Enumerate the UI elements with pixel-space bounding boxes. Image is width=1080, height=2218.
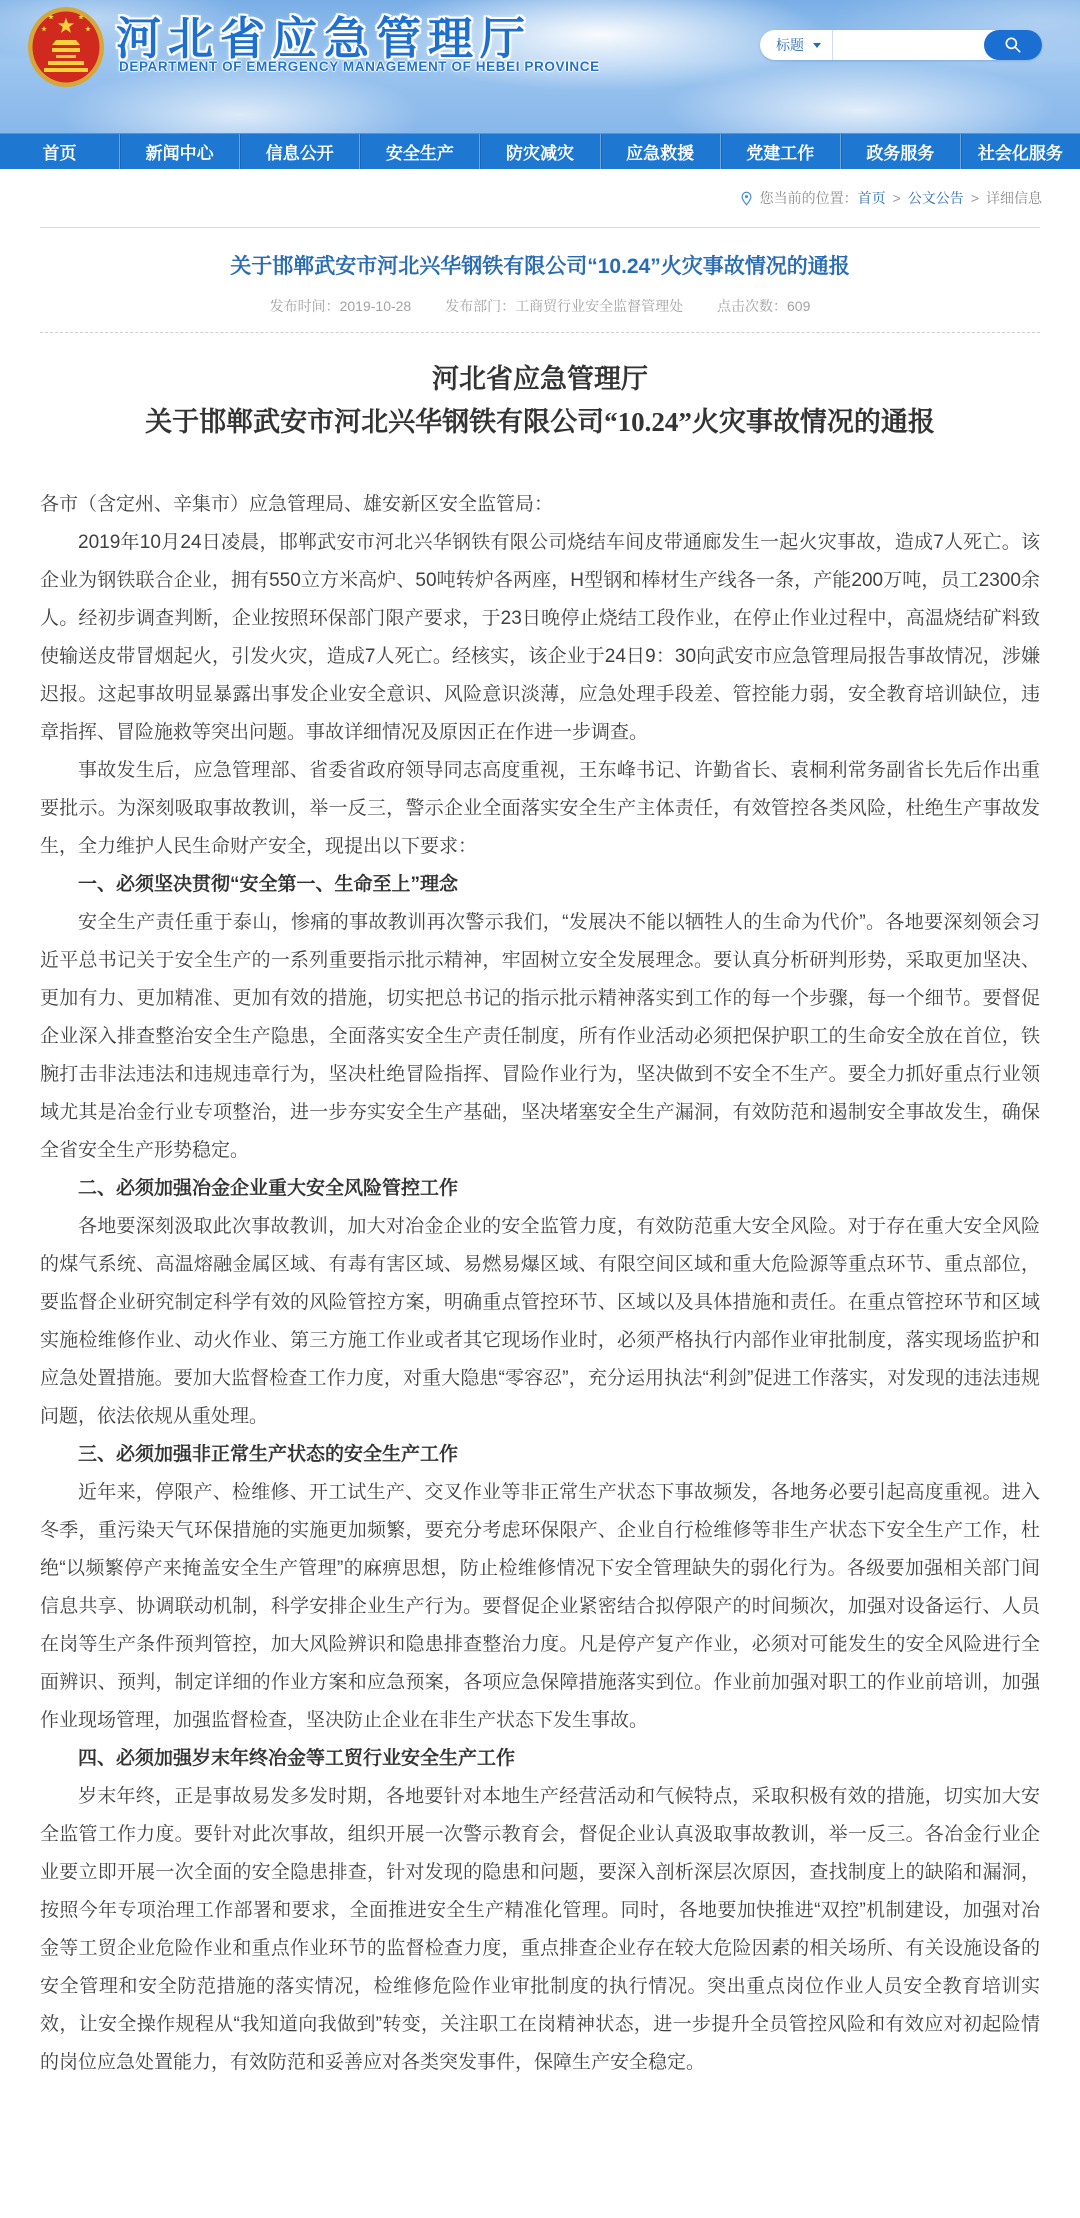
breadcrumb-separator: >	[892, 190, 901, 206]
nav-item-home[interactable]: 首页	[42, 144, 77, 163]
publish-time: 发布时间：2019-10-28	[269, 298, 412, 314]
document-heading-line1: 河北省应急管理厅	[432, 364, 648, 394]
national-emblem-icon	[26, 5, 106, 89]
publish-department: 发布部门：工商贸行业安全监督管理处	[445, 298, 684, 314]
breadcrumb-section-link[interactable]: 公文公告	[907, 190, 964, 206]
nav-item-gov-services[interactable]: 政务服务	[840, 134, 960, 169]
site-header	[0, 0, 1080, 133]
search-icon	[1003, 35, 1023, 55]
click-count: 点击次数：609	[717, 298, 811, 314]
section-heading-3: 三、必须加强非正常生产状态的安全生产工作	[78, 1444, 459, 1465]
section-heading-1: 一、必须坚决贯彻“安全第一、生命至上”理念	[78, 874, 459, 895]
nav-item-party-building[interactable]: 党建工作	[720, 134, 840, 169]
site-title: 河北省应急管理厅	[116, 13, 533, 64]
search-category-dropdown[interactable]	[760, 30, 833, 60]
document-heading	[40, 358, 1040, 444]
paragraph: 安全生产责任重于泰山，惨痛的事故教训再次警示我们，“发展决不能以牺牲人的生命为代价”。各地要深刻领会习近平总书记关于安全生产的一系列重要指示批示精神，牢固树立安全发展理念。要认真分析研判形势，采取更加坚决、更加有力、更加精准、更加有效的措施，切实把总书记的指示批示精神落实到工作的每一个步骤，每一个细节。要督促企业深入排查整治安全生产隐患，全面落实安全生产责任制度，所有作业活动必须把保护职工的生命安全放在首位，铁腕打击非法违法和违规违章行为，坚决杜绝冒险指挥、冒险作业行为，坚决做到不安全不生产。要全力抓好重点行业领域尤其是冶金行业专项整治，进一步夯实安全生产基础，坚决堵塞安全生产漏洞，有效防范和遏制安全事故发生，确保全省安全生产形势稳定。	[40, 912, 1040, 1161]
nav-item-emergency-rescue[interactable]: 应急救援	[600, 134, 720, 169]
nav-item-work-safety[interactable]: 安全生产	[359, 134, 479, 169]
paragraph: 近年来，停限产、检维修、开工试生产、交叉作业等非正常生产状态下事故频发，各地务必要引起高度重视。进入冬季，重污染天气环保措施的实施更加频繁，要充分考虑环保限产、企业自行检维修等非生产状态下安全生产工作，杜绝“以频繁停产来掩盖安全生产管理”的麻痹思想，防止检维修情况下安全管理缺失的弱化行为。各级要加强相关部门间信息共享、协调联动机制，科学安排企业生产行为。要督促企业紧密结合拟停限产的时间频次，加强对设备运行、人员在岗等生产条件预判管控，加大风险辨识和隐患排查整治力度。凡是停产复产作业，必须对可能发生的安全风险进行全面辨识、预判，制定详细的作业方案和应急预案，各项应急保障措施落实到位。作业前加强对职工的作业前培训，加强作业现场管理，加强监督检查，坚决防止企业在非生产状态下发生事故。	[40, 1482, 1040, 1731]
paragraph: 岁末年终，正是事故易发多发时期，各地要针对本地生产经营活动和气候特点，采取积极有效的措施，切实加大安全监管工作力度。要针对此次事故，组织开展一次警示教育会，督促企业认真汲取事故教训，举一反三。各冶金行业企业要立即开展一次全面的安全隐患排查，针对发现的隐患和问题，要深入剖析深层次原因，查找制度上的缺陷和漏洞，按照今年专项治理工作部署和要求，全面推进安全生产精准化管理。同时，各地要加快推进“双控”机制建设，加强对冶金等工贸企业危险作业和重点作业环节的监督检查力度，重点排查企业存在较大危险因素的相关场所、有关设施设备的安全管理和安全防范措施的落实情况，检维修危险作业审批制度的执行情况。突出重点岗位作业人员安全教育培训实效，让安全操作规程从“我知道向我做到”转变，关注职工在岗精神状态，进一步提升全员管控风险和有效应对初起险情的岗位应急处置能力，有效防范和妥善应对各类突发事件，保障生产安全稳定。	[40, 1786, 1040, 2073]
salutation: 各市（含定州、辛集市）应急管理局、雄安新区安全监管局：	[40, 494, 554, 515]
nav-item-news[interactable]: 新闻中心	[119, 134, 239, 169]
page-title: 关于邯郸武安市河北兴华钢铁有限公司“10.24”火灾事故情况的通报	[230, 255, 850, 278]
document-body	[40, 486, 1040, 2082]
site-subtitle: DEPARTMENT OF EMERGENCY MANAGEMENT OF HEBEI PROVINCE	[119, 59, 600, 74]
section-heading-2: 二、必须加强冶金企业重大安全风险管控工作	[78, 1178, 459, 1199]
breadcrumb-home-link[interactable]: 首页	[857, 190, 886, 206]
search-bar	[760, 30, 1042, 60]
document-heading-line2: 关于邯郸武安市河北兴华钢铁有限公司“10.24”火灾事故情况的通报	[145, 407, 935, 437]
search-button[interactable]	[984, 30, 1042, 60]
article-meta	[40, 296, 1040, 316]
breadcrumb-separator: >	[970, 190, 979, 206]
nav-item-social-services[interactable]: 社会化服务	[960, 134, 1080, 169]
section-heading-4: 四、必须加强岁末年终冶金等工贸行业安全生产工作	[78, 1748, 516, 1769]
main-nav	[0, 133, 1080, 169]
search-input[interactable]	[833, 30, 984, 60]
search-category-label: 标题	[776, 37, 804, 53]
title-divider	[40, 332, 1040, 333]
chevron-down-icon	[813, 43, 821, 48]
article-container	[0, 227, 1080, 2128]
nav-item-info-disclosure[interactable]: 信息公开	[239, 134, 359, 169]
article-title-block	[40, 227, 1040, 333]
nav-item-disaster-prevention[interactable]: 防灾减灾	[479, 134, 599, 169]
paragraph: 事故发生后，应急管理部、省委省政府领导同志高度重视，王东峰书记、许勤省长、袁桐利常务副省长先后作出重要批示。为深刻吸取事故教训，举一反三，警示企业全面落实安全生产主体责任，有效管控各类风险，杜绝生产事故发生，全力维护人民生命财产安全，现提出以下要求：	[40, 760, 1040, 857]
location-pin-icon	[739, 191, 754, 206]
paragraph: 2019年10月24日凌晨，邯郸武安市河北兴华钢铁有限公司烧结车间皮带通廊发生一起火灾事故，造成7人死亡。该企业为钢铁联合企业，拥有550立方米高炉、50吨转炉各两座，H型钢和棒材生产线各一条，产能200万吨，员工2300余人。经初步调查判断，企业按照环保部门限产要求，于23日晚停止烧结工段作业，在停止作业过程中，高温烧结矿料致使输送皮带冒烟起火，引发火灾，造成7人死亡。经核实，该企业于24日9：30向武安市应急管理局报告事故情况，涉嫌迟报。这起事故明显暴露出事发企业安全意识、风险意识淡薄，应急处理手段差、管控能力弱，安全教育培训缺位，违章指挥、冒险施救等突出问题。事故详细情况及原因正在作进一步调查。	[40, 532, 1040, 743]
paragraph: 各地要深刻汲取此次事故教训，加大对冶金企业的安全监管力度，有效防范重大安全风险。对于存在重大安全风险的煤气系统、高温熔融金属区域、有毒有害区域、易燃易爆区域、有限空间区域和重大危险源等重点环节、重点部位，要监督企业研究制定科学有效的风险管控方案，明确重点管控环节、区域以及具体措施和责任。在重点管控环节和区域实施检维修作业、动火作业、第三方施工作业或者其它现场作业时，必须严格执行内部作业审批制度，落实现场监护和应急处置措施。要加大监督检查工作力度，对重大隐患“零容忍”，充分运用执法“利剑”促进工作落实，对发现的违法违规问题，依法依规从重处理。	[40, 1216, 1040, 1427]
breadcrumb	[0, 169, 1080, 227]
breadcrumb-current: 详细信息	[986, 190, 1042, 206]
breadcrumb-prefix: 您当前的位置：	[759, 190, 858, 206]
